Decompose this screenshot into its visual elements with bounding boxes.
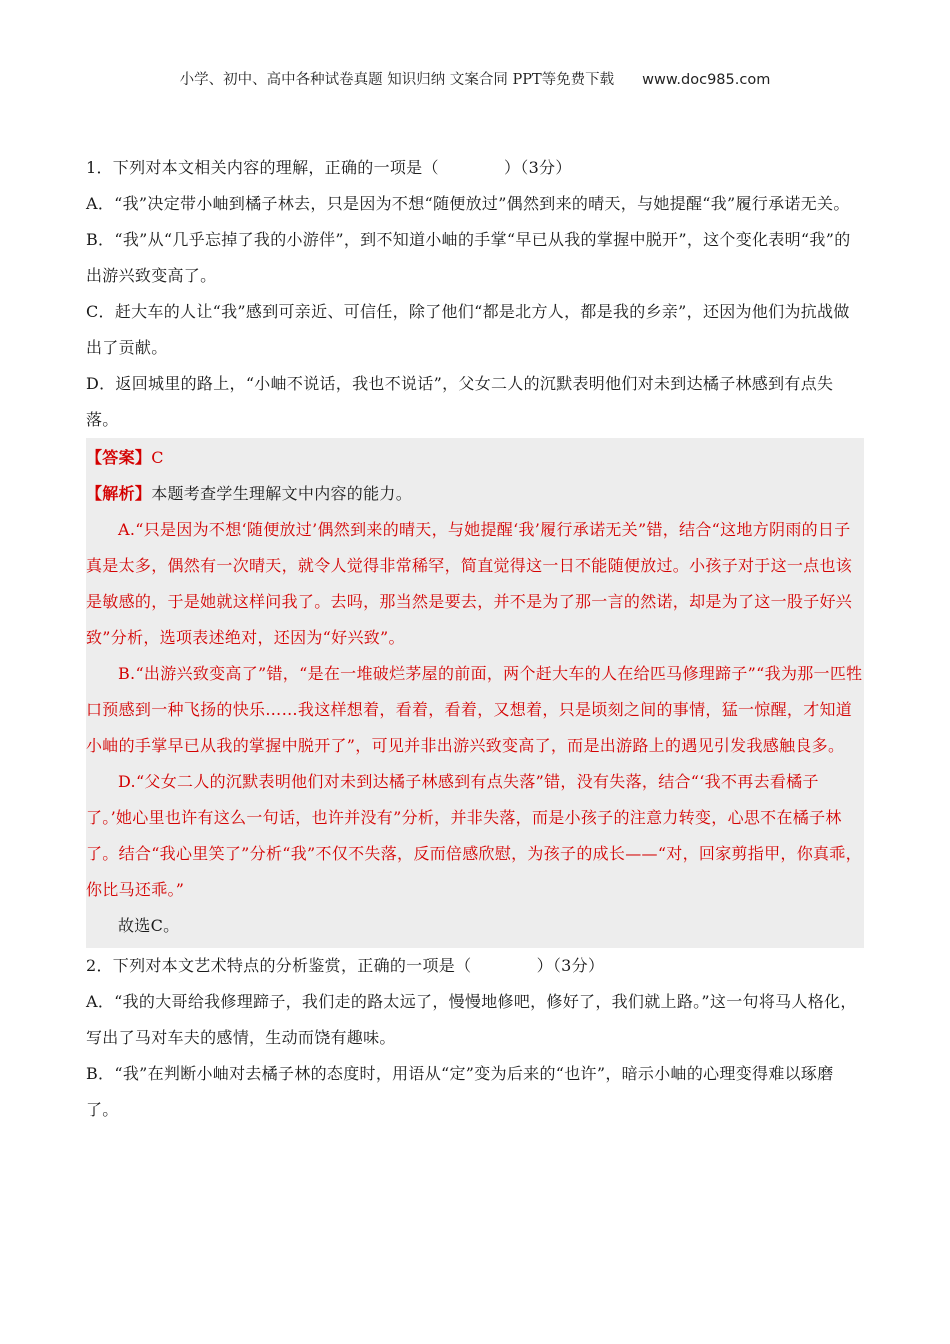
question-1-option-d: D．返回城里的路上，“小岫不说话，我也不说话”，父女二人的沉默表明他们对未到达橘子林感到有点失落。 bbox=[86, 374, 834, 429]
answer-box bbox=[86, 438, 864, 948]
question-1-option-c: C．赶大车的人让“我”感到可亲近、可信任，除了他们“都是北方人，都是我的乡亲”，还因为他们为抗战做出了贡献。 bbox=[86, 302, 850, 357]
document-body bbox=[86, 150, 864, 1128]
question-2-option-b: B．“我”在判断小岫对去橘子林的态度时，用语从“定”变为后来的“也许”，暗示小岫的心理变得难以琢磨了。 bbox=[86, 1064, 834, 1119]
page-header bbox=[0, 68, 950, 89]
analysis-intro: 本题考查学生理解文中内容的能力。 bbox=[151, 484, 413, 503]
analysis-line bbox=[86, 476, 864, 512]
answer-line bbox=[86, 440, 864, 476]
header-site: www.doc985.com bbox=[642, 72, 771, 88]
question-2-stem: 2．下列对本文艺术特点的分析鉴赏，正确的一项是（ ）（3分） bbox=[86, 956, 605, 975]
question-1-option-a: A．“我”决定带小岫到橘子林去，只是因为不想“随便放过”偶然到来的晴天，与她提醒“我”履行承诺无关。 bbox=[86, 194, 850, 213]
question-1-stem: 1．下列对本文相关内容的理解，正确的一项是（ ）（3分） bbox=[86, 158, 572, 177]
question-1-option-b: B．“我”从“几乎忘掉了我的小游伴”，到不知道小岫的手掌“早已从我的掌握中脱开”，这个变化表明“我”的出游兴致变高了。 bbox=[86, 230, 851, 285]
analysis-d: D.“父女二人的沉默表明他们对未到达橘子林感到有点失落”错，没有失落，结合“‘我不再去看橘子了。’她心里也许有这么一句话，也许并没有”分析，并非失落，而是小孩子的注意力转变，心思不在橘子林了。结合“我心里笑了”分析“我”不仅不失落，反而倍感欣慰，为孩子的成长——“对，回家剪指甲，你真乖，你比马还乖。” bbox=[86, 772, 862, 899]
analysis-a: A.“只是因为不想‘随便放过’偶然到来的晴天，与她提醒‘我’履行承诺无关”错，结合“这地方阴雨的日子真是太多，偶然有一次晴天，就令人觉得非常稀罕，简直觉得这一日不能随便放过。小孩子对于这一点也该是敏感的，于是她就这样问我了。去吗，那当然是要去，并不是为了那一言的然诺，却是为了这一股子好兴致”分析，选项表述绝对，还因为“好兴致”。 bbox=[86, 520, 853, 647]
analysis-final: 故选C。 bbox=[118, 916, 180, 935]
answer-value: C bbox=[151, 448, 164, 467]
analysis-label: 【解析】 bbox=[86, 484, 152, 503]
analysis-b: B.“出游兴致变高了”错，“是在一堆破烂茅屋的前面，两个赶大车的人在给匹马修理蹄子”“我为那一匹牲口预感到一种飞扬的快乐……我这样想着，看着，看着，又想着，只是顷刻之间的事情，猛一惊醒，才知道小岫的手掌早已从我的掌握中脱开了”，可见并非出游兴致变高了，而是出游路上的遇见引发我感触良多。 bbox=[86, 664, 863, 755]
answer-label: 【答案】 bbox=[86, 448, 152, 467]
header-text: 小学、初中、高中各种试卷真题 知识归纳 文案合同 PPT等免费下载 bbox=[179, 72, 615, 88]
question-2-option-a: A．“我的大哥给我修理蹄子，我们走的路太远了，慢慢地修吧，修好了，我们就上路。”这一句将马人格化，写出了马对车夫的感情，生动而饶有趣味。 bbox=[86, 992, 857, 1047]
